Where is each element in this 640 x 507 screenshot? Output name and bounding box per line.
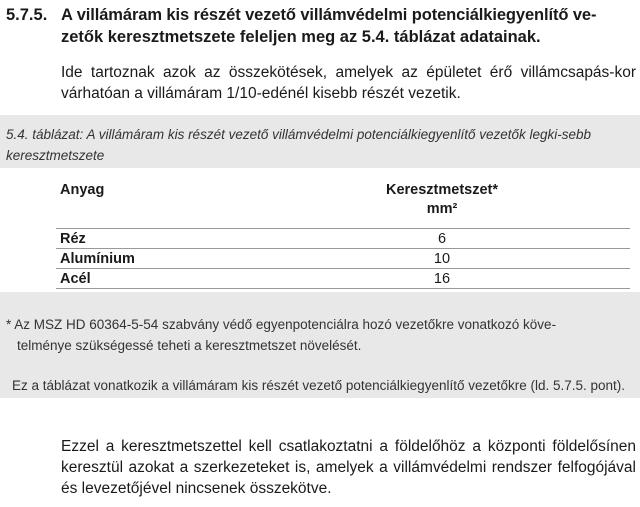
cross-section-table — [56, 182, 630, 289]
table-caption: 5.4. táblázat: A villámáram kis részét vezető villámvédelmi potenciálkiegyenlítő vezetők legki-sebb keresztmetszete — [6, 127, 592, 163]
footnote-line1: * Az MSZ HD 60364-5-54 szabvány védő egyenpotenciálra hozó vezetőkre vonatkozó köve- — [6, 317, 557, 332]
footnote-line2: telménye szükségessé teheti a keresztmetszet növelését. — [17, 338, 362, 353]
header-material: Anyag — [56, 182, 254, 229]
section-number: 5.7.5. — [6, 6, 48, 24]
material-cell: Acél — [56, 269, 254, 289]
section-title-line2: zetők keresztmetszete feleljen meg az 5.4. táblázat adatainak. — [61, 28, 541, 46]
table-header-row — [56, 182, 630, 229]
header-unit: mm² — [426, 201, 458, 217]
table-row — [56, 249, 630, 269]
value-cell: 6 — [254, 229, 630, 249]
table-row — [56, 269, 630, 289]
value-cell: 10 — [254, 249, 630, 269]
header-cross-section — [254, 182, 630, 229]
intro-paragraph: Ide tartoznak azok az összekötések, amelyek az épületet érő villámcsapás-kor várhatóan a villámáram 1/10-edénél kisebb részét vezetik. — [61, 64, 636, 102]
closing-paragraph: Ezzel a keresztmetszettel kell csatlakoztatni a földelőhöz a központi földelősínen keresztül azokat a szerkezeteket is, amelyek a villámvédelmi rendszer felfogójával és levezetőjével nincsenek összekötve. — [61, 438, 636, 497]
header-cross-section-label: Keresztmetszet* — [385, 182, 499, 198]
table-footnote — [6, 314, 634, 356]
material-cell: Alumínium — [56, 249, 254, 269]
table-row — [56, 229, 630, 249]
section-title-line1: A villámáram kis részét vezető villámvédelmi potenciálkiegyenlítő ve- — [61, 6, 597, 24]
material-cell: Réz — [56, 229, 254, 249]
table-note: Ez a táblázat vonatkozik a villámáram kis részét vezető potenciálkiegyenlítő vezetőkre (ld. 5.7.5. pont). — [12, 378, 626, 393]
value-cell: 16 — [254, 269, 630, 289]
